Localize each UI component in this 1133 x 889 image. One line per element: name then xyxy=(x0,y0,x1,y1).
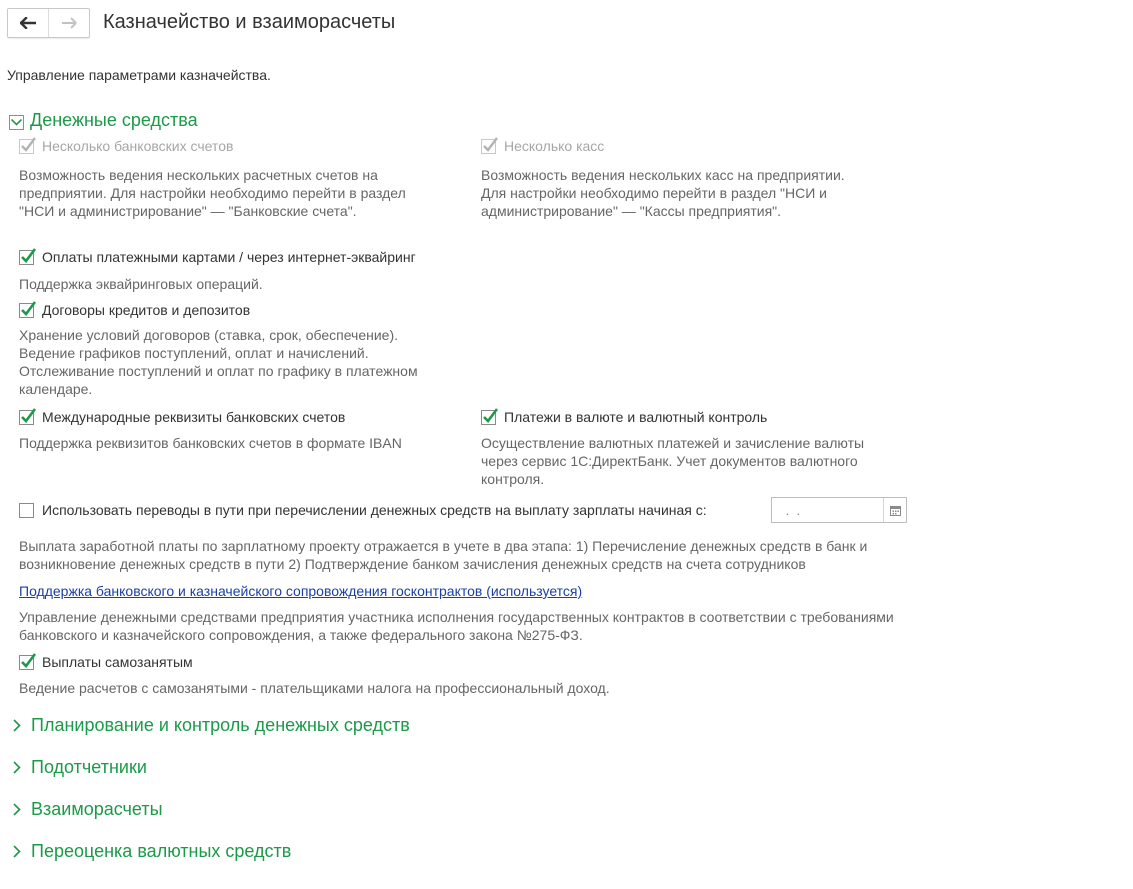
loans-description xyxy=(19,326,459,398)
desc-line: Выплата заработной платы по зарплатному проекту отражается в учете в два этапа: 1) Перечисление денежных средств в банк и xyxy=(19,538,868,554)
arrow-left-icon xyxy=(20,17,36,29)
gov-contracts-link[interactable]: Поддержка банковского и казначейского сопровождения госконтрактов (используется) xyxy=(19,583,583,599)
loans-label: Договоры кредитов и депозитов xyxy=(42,302,251,318)
desc-line: Возможность ведения нескольких расчетных счетов на xyxy=(19,167,378,183)
page-title: Казначейство и взаиморасчеты xyxy=(103,11,396,33)
card-payments-checkbox[interactable] xyxy=(19,250,34,265)
section-header-revaluation[interactable] xyxy=(9,841,291,862)
intl-details-checkbox[interactable] xyxy=(19,410,34,425)
intl-details-label: Международные реквизиты банковских счетов xyxy=(42,409,346,425)
loans-checkbox[interactable] xyxy=(19,303,34,318)
desc-line: банковского и казначейского сопровождения, а также федерального закона №275-ФЗ. xyxy=(19,627,583,643)
loans-option xyxy=(19,302,250,318)
desc-line: Поддержка эквайринговых операций. xyxy=(19,276,263,292)
calendar-button[interactable] xyxy=(883,498,906,522)
calendar-icon xyxy=(890,505,901,516)
self-employed-checkbox[interactable] xyxy=(19,655,34,670)
desc-line: Возможность ведения нескольких касс на предприятии. xyxy=(481,167,845,183)
intl-details-description xyxy=(19,434,459,452)
desc-line: Управление денежными средствами предприятия участника исполнения государственных контрактов в соответствии с требованиями xyxy=(19,609,894,625)
cash-desks-label: Несколько касс xyxy=(504,138,605,154)
checkmark-icon xyxy=(481,135,499,155)
desc-line: администрирование" — "Кассы предприятия". xyxy=(481,203,782,219)
desc-line: Для настройки необходимо перейти в раздел "НСИ и xyxy=(481,185,827,201)
back-button[interactable] xyxy=(8,9,48,37)
arrow-right-icon xyxy=(61,17,77,29)
desc-line: контроля. xyxy=(481,471,545,487)
currency-option xyxy=(481,409,767,425)
gov-contracts-description xyxy=(19,608,1019,644)
checkmark-icon xyxy=(19,246,37,266)
desc-line: Хранение условий договоров (ставка, срок, обеспечение). xyxy=(19,327,399,343)
section-header-money[interactable] xyxy=(9,110,198,131)
self-employed-description xyxy=(19,679,1019,697)
cash-desks-checkbox[interactable] xyxy=(481,139,496,154)
self-employed-label: Выплаты самозанятым xyxy=(42,654,193,670)
desc-line: предприятии. Для настройки необходимо перейти в раздел xyxy=(19,185,406,201)
transfers-option xyxy=(19,502,707,518)
chevron-right-icon xyxy=(9,760,25,776)
card-payments-description xyxy=(19,275,459,293)
checkmark-icon xyxy=(19,651,37,671)
desc-line: Отслеживание поступлений и оплат по графику в платежном xyxy=(19,363,418,379)
checkmark-icon xyxy=(19,406,37,426)
section-header-settlements[interactable] xyxy=(9,799,163,820)
desc-line: Осуществление валютных платежей и зачисление валюты xyxy=(481,435,865,451)
section-title: Планирование и контроль денежных средств xyxy=(31,715,410,735)
desc-line: Ведение расчетов с самозанятыми - плательщиками налога на профессиональный доход. xyxy=(19,680,610,696)
card-payments-label: Оплаты платежными картами / через интернет-эквайринг xyxy=(42,249,416,265)
cash-desks-description xyxy=(481,166,921,220)
page-subtitle: Управление параметрами казначейства. xyxy=(7,67,271,83)
checkmark-icon xyxy=(481,406,499,426)
currency-checkbox[interactable] xyxy=(481,410,496,425)
intl-details-option xyxy=(19,409,345,425)
cash-desks-option xyxy=(481,138,604,154)
navigation-buttons xyxy=(7,8,90,38)
desc-line: через сервис 1С:ДиректБанк. Учет документов валютного xyxy=(481,453,858,469)
desc-line: календаре. xyxy=(19,381,93,397)
checkmark-icon xyxy=(19,135,37,155)
bank-accounts-checkbox[interactable] xyxy=(19,139,34,154)
desc-line: Ведение графиков поступлений, оплат и начислений. xyxy=(19,345,369,361)
bank-accounts-description xyxy=(19,166,459,220)
transfers-label: Использовать переводы в пути при перечислении денежных средств на выплату зарплаты начиная с: xyxy=(42,502,707,518)
chevron-right-icon xyxy=(9,844,25,860)
section-title: Переоценка валютных средств xyxy=(31,841,292,861)
bank-accounts-option xyxy=(19,138,233,154)
section-title: Подотчетники xyxy=(31,757,147,777)
transfers-checkbox[interactable] xyxy=(19,503,34,518)
date-input[interactable] xyxy=(772,498,883,522)
currency-description xyxy=(481,434,921,488)
forward-button[interactable] xyxy=(48,9,89,37)
transfers-description xyxy=(19,537,1019,573)
expand-toggle[interactable] xyxy=(9,115,24,130)
chevron-right-icon xyxy=(9,802,25,818)
section-title-money: Денежные средства xyxy=(30,110,198,130)
desc-line: "НСИ и администрирование" — "Банковские счета". xyxy=(19,203,357,219)
bank-accounts-label: Несколько банковских счетов xyxy=(42,138,234,154)
section-header-accountable[interactable] xyxy=(9,757,147,778)
currency-label: Платежи в валюте и валютный контроль xyxy=(504,409,768,425)
section-title: Взаиморасчеты xyxy=(31,799,163,819)
desc-line: возникновение денежных средств в пути 2) Подтверждение банком зачисления денежных средств на счета сотрудников xyxy=(19,556,806,572)
transfers-date-field xyxy=(771,497,907,523)
chevron-right-icon xyxy=(9,718,25,734)
section-header-planning[interactable] xyxy=(9,715,410,736)
chevron-down-icon xyxy=(11,119,22,126)
self-employed-option xyxy=(19,654,193,670)
checkmark-icon xyxy=(19,299,37,319)
desc-line: Поддержка реквизитов банковских счетов в формате IBAN xyxy=(19,435,402,451)
card-payments-option xyxy=(19,249,416,265)
